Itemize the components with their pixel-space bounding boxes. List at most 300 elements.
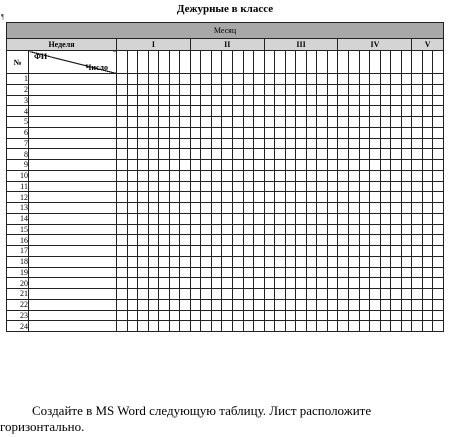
duty-cell[interactable] bbox=[264, 74, 275, 85]
duty-cell[interactable] bbox=[127, 256, 138, 267]
duty-cell[interactable] bbox=[422, 181, 433, 192]
duty-cell[interactable] bbox=[296, 106, 307, 117]
duty-cell[interactable] bbox=[327, 117, 338, 128]
duty-cell[interactable] bbox=[412, 203, 423, 214]
duty-cell[interactable] bbox=[380, 289, 391, 300]
duty-cell[interactable] bbox=[127, 203, 138, 214]
duty-cell[interactable] bbox=[338, 117, 349, 128]
duty-cell[interactable] bbox=[275, 170, 286, 181]
duty-cell[interactable] bbox=[233, 106, 244, 117]
duty-cell[interactable] bbox=[370, 299, 381, 310]
duty-cell[interactable] bbox=[306, 160, 317, 171]
duty-cell[interactable] bbox=[412, 310, 423, 321]
duty-cell[interactable] bbox=[138, 246, 149, 257]
duty-cell[interactable] bbox=[159, 267, 170, 278]
duty-cell[interactable] bbox=[180, 117, 191, 128]
duty-cell[interactable] bbox=[148, 170, 159, 181]
duty-cell[interactable] bbox=[148, 289, 159, 300]
name-cell[interactable] bbox=[29, 84, 117, 95]
duty-cell[interactable] bbox=[412, 160, 423, 171]
name-cell[interactable] bbox=[29, 235, 117, 246]
duty-cell[interactable] bbox=[180, 235, 191, 246]
duty-cell[interactable] bbox=[190, 321, 201, 332]
duty-cell[interactable] bbox=[275, 84, 286, 95]
duty-cell[interactable] bbox=[190, 203, 201, 214]
duty-cell[interactable] bbox=[275, 117, 286, 128]
name-cell[interactable] bbox=[29, 149, 117, 160]
duty-cell[interactable] bbox=[233, 289, 244, 300]
duty-cell[interactable] bbox=[127, 149, 138, 160]
duty-cell[interactable] bbox=[190, 170, 201, 181]
duty-cell[interactable] bbox=[285, 224, 296, 235]
duty-cell[interactable] bbox=[264, 289, 275, 300]
duty-cell[interactable] bbox=[148, 181, 159, 192]
duty-cell[interactable] bbox=[211, 74, 222, 85]
duty-cell[interactable] bbox=[148, 299, 159, 310]
duty-cell[interactable] bbox=[127, 127, 138, 138]
duty-cell[interactable] bbox=[138, 84, 149, 95]
duty-cell[interactable] bbox=[243, 321, 254, 332]
duty-cell[interactable] bbox=[433, 192, 444, 203]
duty-cell[interactable] bbox=[275, 267, 286, 278]
duty-cell[interactable] bbox=[169, 321, 180, 332]
duty-cell[interactable] bbox=[117, 181, 128, 192]
duty-cell[interactable] bbox=[327, 310, 338, 321]
duty-cell[interactable] bbox=[296, 84, 307, 95]
duty-cell[interactable] bbox=[127, 106, 138, 117]
duty-cell[interactable] bbox=[422, 299, 433, 310]
duty-cell[interactable] bbox=[401, 213, 412, 224]
duty-cell[interactable] bbox=[222, 170, 233, 181]
duty-cell[interactable] bbox=[243, 235, 254, 246]
duty-cell[interactable] bbox=[327, 74, 338, 85]
duty-cell[interactable] bbox=[117, 267, 128, 278]
duty-cell[interactable] bbox=[433, 170, 444, 181]
duty-cell[interactable] bbox=[190, 138, 201, 149]
duty-cell[interactable] bbox=[243, 267, 254, 278]
duty-cell[interactable] bbox=[338, 278, 349, 289]
duty-cell[interactable] bbox=[422, 149, 433, 160]
duty-cell[interactable] bbox=[317, 224, 328, 235]
duty-cell[interactable] bbox=[327, 267, 338, 278]
duty-cell[interactable] bbox=[190, 106, 201, 117]
duty-cell[interactable] bbox=[327, 127, 338, 138]
duty-cell[interactable] bbox=[222, 299, 233, 310]
duty-cell[interactable] bbox=[317, 321, 328, 332]
duty-cell[interactable] bbox=[180, 224, 191, 235]
duty-cell[interactable] bbox=[190, 235, 201, 246]
duty-cell[interactable] bbox=[338, 84, 349, 95]
duty-cell[interactable] bbox=[233, 278, 244, 289]
duty-cell[interactable] bbox=[317, 267, 328, 278]
duty-cell[interactable] bbox=[296, 321, 307, 332]
duty-cell[interactable] bbox=[285, 256, 296, 267]
duty-cell[interactable] bbox=[285, 106, 296, 117]
duty-cell[interactable] bbox=[338, 74, 349, 85]
duty-cell[interactable] bbox=[138, 192, 149, 203]
duty-cell[interactable] bbox=[401, 106, 412, 117]
duty-cell[interactable] bbox=[243, 310, 254, 321]
duty-cell[interactable] bbox=[127, 278, 138, 289]
duty-cell[interactable] bbox=[401, 299, 412, 310]
duty-cell[interactable] bbox=[243, 289, 254, 300]
duty-cell[interactable] bbox=[233, 95, 244, 106]
duty-cell[interactable] bbox=[285, 321, 296, 332]
duty-cell[interactable] bbox=[138, 74, 149, 85]
duty-cell[interactable] bbox=[254, 181, 265, 192]
duty-cell[interactable] bbox=[233, 235, 244, 246]
duty-cell[interactable] bbox=[159, 289, 170, 300]
duty-cell[interactable] bbox=[412, 181, 423, 192]
duty-cell[interactable] bbox=[306, 117, 317, 128]
duty-cell[interactable] bbox=[201, 203, 212, 214]
duty-cell[interactable] bbox=[117, 95, 128, 106]
duty-cell[interactable] bbox=[317, 160, 328, 171]
duty-cell[interactable] bbox=[391, 246, 402, 257]
duty-cell[interactable] bbox=[370, 138, 381, 149]
duty-cell[interactable] bbox=[138, 321, 149, 332]
duty-cell[interactable] bbox=[306, 289, 317, 300]
duty-cell[interactable] bbox=[380, 149, 391, 160]
duty-cell[interactable] bbox=[391, 299, 402, 310]
duty-cell[interactable] bbox=[412, 267, 423, 278]
duty-cell[interactable] bbox=[233, 203, 244, 214]
duty-cell[interactable] bbox=[338, 289, 349, 300]
duty-cell[interactable] bbox=[391, 160, 402, 171]
duty-cell[interactable] bbox=[349, 310, 360, 321]
duty-cell[interactable] bbox=[254, 192, 265, 203]
duty-cell[interactable] bbox=[349, 106, 360, 117]
duty-cell[interactable] bbox=[254, 106, 265, 117]
duty-cell[interactable] bbox=[317, 289, 328, 300]
duty-cell[interactable] bbox=[317, 84, 328, 95]
duty-cell[interactable] bbox=[275, 106, 286, 117]
duty-cell[interactable] bbox=[159, 256, 170, 267]
duty-cell[interactable] bbox=[433, 95, 444, 106]
duty-cell[interactable] bbox=[422, 213, 433, 224]
duty-cell[interactable] bbox=[433, 299, 444, 310]
duty-cell[interactable] bbox=[412, 127, 423, 138]
duty-cell[interactable] bbox=[317, 235, 328, 246]
duty-cell[interactable] bbox=[233, 138, 244, 149]
duty-cell[interactable] bbox=[211, 224, 222, 235]
duty-cell[interactable] bbox=[159, 224, 170, 235]
duty-cell[interactable] bbox=[201, 117, 212, 128]
duty-cell[interactable] bbox=[349, 246, 360, 257]
duty-cell[interactable] bbox=[401, 278, 412, 289]
duty-cell[interactable] bbox=[222, 95, 233, 106]
duty-cell[interactable] bbox=[169, 267, 180, 278]
duty-cell[interactable] bbox=[380, 181, 391, 192]
duty-cell[interactable] bbox=[349, 299, 360, 310]
duty-cell[interactable] bbox=[169, 170, 180, 181]
duty-cell[interactable] bbox=[264, 278, 275, 289]
duty-cell[interactable] bbox=[370, 149, 381, 160]
duty-cell[interactable] bbox=[349, 181, 360, 192]
duty-cell[interactable] bbox=[327, 256, 338, 267]
duty-cell[interactable] bbox=[401, 74, 412, 85]
duty-cell[interactable] bbox=[275, 203, 286, 214]
duty-cell[interactable] bbox=[306, 192, 317, 203]
duty-cell[interactable] bbox=[296, 289, 307, 300]
duty-cell[interactable] bbox=[380, 235, 391, 246]
duty-cell[interactable] bbox=[180, 84, 191, 95]
duty-cell[interactable] bbox=[391, 278, 402, 289]
duty-cell[interactable] bbox=[317, 170, 328, 181]
duty-cell[interactable] bbox=[391, 106, 402, 117]
duty-cell[interactable] bbox=[359, 299, 370, 310]
duty-cell[interactable] bbox=[169, 160, 180, 171]
duty-cell[interactable] bbox=[401, 160, 412, 171]
duty-cell[interactable] bbox=[359, 310, 370, 321]
duty-cell[interactable] bbox=[370, 246, 381, 257]
duty-cell[interactable] bbox=[296, 138, 307, 149]
duty-cell[interactable] bbox=[190, 299, 201, 310]
duty-cell[interactable] bbox=[422, 95, 433, 106]
duty-cell[interactable] bbox=[359, 192, 370, 203]
duty-cell[interactable] bbox=[327, 138, 338, 149]
duty-cell[interactable] bbox=[117, 278, 128, 289]
duty-cell[interactable] bbox=[380, 278, 391, 289]
duty-cell[interactable] bbox=[222, 74, 233, 85]
duty-cell[interactable] bbox=[391, 203, 402, 214]
duty-cell[interactable] bbox=[148, 203, 159, 214]
duty-cell[interactable] bbox=[401, 117, 412, 128]
duty-cell[interactable] bbox=[285, 160, 296, 171]
duty-cell[interactable] bbox=[338, 213, 349, 224]
duty-cell[interactable] bbox=[190, 267, 201, 278]
duty-cell[interactable] bbox=[391, 256, 402, 267]
duty-cell[interactable] bbox=[433, 106, 444, 117]
duty-cell[interactable] bbox=[159, 170, 170, 181]
duty-cell[interactable] bbox=[422, 310, 433, 321]
duty-cell[interactable] bbox=[138, 149, 149, 160]
duty-cell[interactable] bbox=[433, 310, 444, 321]
duty-cell[interactable] bbox=[222, 117, 233, 128]
name-cell[interactable] bbox=[29, 138, 117, 149]
duty-cell[interactable] bbox=[138, 170, 149, 181]
duty-cell[interactable] bbox=[391, 84, 402, 95]
duty-cell[interactable] bbox=[296, 117, 307, 128]
duty-cell[interactable] bbox=[264, 127, 275, 138]
duty-cell[interactable] bbox=[138, 224, 149, 235]
duty-cell[interactable] bbox=[338, 256, 349, 267]
duty-cell[interactable] bbox=[422, 289, 433, 300]
duty-cell[interactable] bbox=[275, 74, 286, 85]
duty-cell[interactable] bbox=[359, 235, 370, 246]
duty-cell[interactable] bbox=[296, 170, 307, 181]
duty-cell[interactable] bbox=[159, 127, 170, 138]
duty-cell[interactable] bbox=[264, 321, 275, 332]
duty-cell[interactable] bbox=[380, 267, 391, 278]
duty-cell[interactable] bbox=[190, 84, 201, 95]
duty-cell[interactable] bbox=[422, 160, 433, 171]
duty-cell[interactable] bbox=[422, 256, 433, 267]
duty-cell[interactable] bbox=[190, 278, 201, 289]
duty-cell[interactable] bbox=[190, 181, 201, 192]
duty-cell[interactable] bbox=[138, 106, 149, 117]
duty-cell[interactable] bbox=[201, 160, 212, 171]
duty-cell[interactable] bbox=[222, 149, 233, 160]
duty-cell[interactable] bbox=[254, 289, 265, 300]
duty-cell[interactable] bbox=[138, 213, 149, 224]
duty-cell[interactable] bbox=[211, 160, 222, 171]
duty-cell[interactable] bbox=[338, 138, 349, 149]
duty-cell[interactable] bbox=[159, 138, 170, 149]
duty-cell[interactable] bbox=[169, 213, 180, 224]
duty-cell[interactable] bbox=[422, 278, 433, 289]
duty-cell[interactable] bbox=[211, 149, 222, 160]
duty-cell[interactable] bbox=[180, 299, 191, 310]
duty-cell[interactable] bbox=[275, 192, 286, 203]
duty-cell[interactable] bbox=[338, 149, 349, 160]
duty-cell[interactable] bbox=[190, 127, 201, 138]
duty-cell[interactable] bbox=[243, 74, 254, 85]
duty-cell[interactable] bbox=[201, 224, 212, 235]
duty-cell[interactable] bbox=[254, 84, 265, 95]
duty-cell[interactable] bbox=[306, 106, 317, 117]
duty-cell[interactable] bbox=[201, 310, 212, 321]
duty-cell[interactable] bbox=[296, 74, 307, 85]
duty-cell[interactable] bbox=[254, 299, 265, 310]
duty-cell[interactable] bbox=[243, 256, 254, 267]
duty-cell[interactable] bbox=[349, 267, 360, 278]
duty-cell[interactable] bbox=[370, 278, 381, 289]
duty-cell[interactable] bbox=[349, 160, 360, 171]
duty-cell[interactable] bbox=[275, 160, 286, 171]
duty-cell[interactable] bbox=[264, 95, 275, 106]
duty-cell[interactable] bbox=[222, 224, 233, 235]
duty-cell[interactable] bbox=[370, 84, 381, 95]
duty-cell[interactable] bbox=[349, 213, 360, 224]
duty-cell[interactable] bbox=[233, 160, 244, 171]
duty-cell[interactable] bbox=[201, 278, 212, 289]
duty-cell[interactable] bbox=[317, 74, 328, 85]
duty-cell[interactable] bbox=[422, 117, 433, 128]
duty-cell[interactable] bbox=[127, 310, 138, 321]
duty-cell[interactable] bbox=[349, 192, 360, 203]
duty-cell[interactable] bbox=[296, 299, 307, 310]
duty-cell[interactable] bbox=[338, 321, 349, 332]
duty-cell[interactable] bbox=[148, 246, 159, 257]
duty-cell[interactable] bbox=[138, 299, 149, 310]
duty-cell[interactable] bbox=[359, 181, 370, 192]
name-cell[interactable] bbox=[29, 246, 117, 257]
duty-cell[interactable] bbox=[317, 127, 328, 138]
duty-cell[interactable] bbox=[359, 149, 370, 160]
duty-cell[interactable] bbox=[370, 181, 381, 192]
duty-cell[interactable] bbox=[180, 149, 191, 160]
duty-cell[interactable] bbox=[264, 160, 275, 171]
duty-cell[interactable] bbox=[254, 127, 265, 138]
duty-cell[interactable] bbox=[380, 170, 391, 181]
duty-cell[interactable] bbox=[412, 224, 423, 235]
duty-cell[interactable] bbox=[306, 256, 317, 267]
duty-cell[interactable] bbox=[201, 289, 212, 300]
duty-cell[interactable] bbox=[222, 181, 233, 192]
duty-cell[interactable] bbox=[211, 84, 222, 95]
duty-cell[interactable] bbox=[296, 149, 307, 160]
duty-cell[interactable] bbox=[222, 278, 233, 289]
duty-cell[interactable] bbox=[401, 224, 412, 235]
duty-cell[interactable] bbox=[422, 106, 433, 117]
duty-cell[interactable] bbox=[159, 160, 170, 171]
duty-cell[interactable] bbox=[349, 235, 360, 246]
duty-cell[interactable] bbox=[243, 181, 254, 192]
duty-cell[interactable] bbox=[138, 95, 149, 106]
duty-cell[interactable] bbox=[254, 278, 265, 289]
duty-cell[interactable] bbox=[127, 192, 138, 203]
duty-cell[interactable] bbox=[275, 310, 286, 321]
duty-cell[interactable] bbox=[422, 321, 433, 332]
duty-cell[interactable] bbox=[243, 106, 254, 117]
duty-cell[interactable] bbox=[338, 203, 349, 214]
name-cell[interactable] bbox=[29, 181, 117, 192]
duty-cell[interactable] bbox=[422, 84, 433, 95]
duty-cell[interactable] bbox=[296, 160, 307, 171]
duty-cell[interactable] bbox=[285, 117, 296, 128]
duty-cell[interactable] bbox=[117, 289, 128, 300]
duty-cell[interactable] bbox=[138, 117, 149, 128]
duty-cell[interactable] bbox=[338, 181, 349, 192]
duty-cell[interactable] bbox=[138, 289, 149, 300]
duty-cell[interactable] bbox=[233, 213, 244, 224]
duty-cell[interactable] bbox=[243, 95, 254, 106]
duty-cell[interactable] bbox=[190, 149, 201, 160]
name-cell[interactable] bbox=[29, 213, 117, 224]
duty-cell[interactable] bbox=[285, 310, 296, 321]
duty-cell[interactable] bbox=[233, 127, 244, 138]
name-cell[interactable] bbox=[29, 278, 117, 289]
duty-cell[interactable] bbox=[180, 160, 191, 171]
duty-cell[interactable] bbox=[349, 256, 360, 267]
duty-cell[interactable] bbox=[180, 256, 191, 267]
duty-cell[interactable] bbox=[327, 289, 338, 300]
duty-cell[interactable] bbox=[117, 213, 128, 224]
duty-cell[interactable] bbox=[201, 321, 212, 332]
duty-cell[interactable] bbox=[169, 289, 180, 300]
duty-cell[interactable] bbox=[211, 138, 222, 149]
duty-cell[interactable] bbox=[243, 213, 254, 224]
duty-cell[interactable] bbox=[380, 299, 391, 310]
duty-cell[interactable] bbox=[306, 181, 317, 192]
duty-cell[interactable] bbox=[201, 246, 212, 257]
duty-cell[interactable] bbox=[222, 267, 233, 278]
duty-cell[interactable] bbox=[201, 181, 212, 192]
duty-cell[interactable] bbox=[254, 256, 265, 267]
duty-cell[interactable] bbox=[317, 181, 328, 192]
duty-cell[interactable] bbox=[317, 278, 328, 289]
duty-cell[interactable] bbox=[401, 267, 412, 278]
duty-cell[interactable] bbox=[180, 213, 191, 224]
duty-cell[interactable] bbox=[327, 84, 338, 95]
duty-cell[interactable] bbox=[433, 213, 444, 224]
duty-cell[interactable] bbox=[401, 235, 412, 246]
duty-cell[interactable] bbox=[401, 181, 412, 192]
duty-cell[interactable] bbox=[327, 149, 338, 160]
duty-cell[interactable] bbox=[306, 278, 317, 289]
duty-cell[interactable] bbox=[380, 74, 391, 85]
duty-cell[interactable] bbox=[391, 170, 402, 181]
duty-cell[interactable] bbox=[254, 235, 265, 246]
duty-cell[interactable] bbox=[412, 278, 423, 289]
duty-cell[interactable] bbox=[233, 74, 244, 85]
duty-cell[interactable] bbox=[275, 181, 286, 192]
duty-cell[interactable] bbox=[127, 181, 138, 192]
duty-cell[interactable] bbox=[127, 299, 138, 310]
duty-cell[interactable] bbox=[433, 117, 444, 128]
name-cell[interactable] bbox=[29, 127, 117, 138]
